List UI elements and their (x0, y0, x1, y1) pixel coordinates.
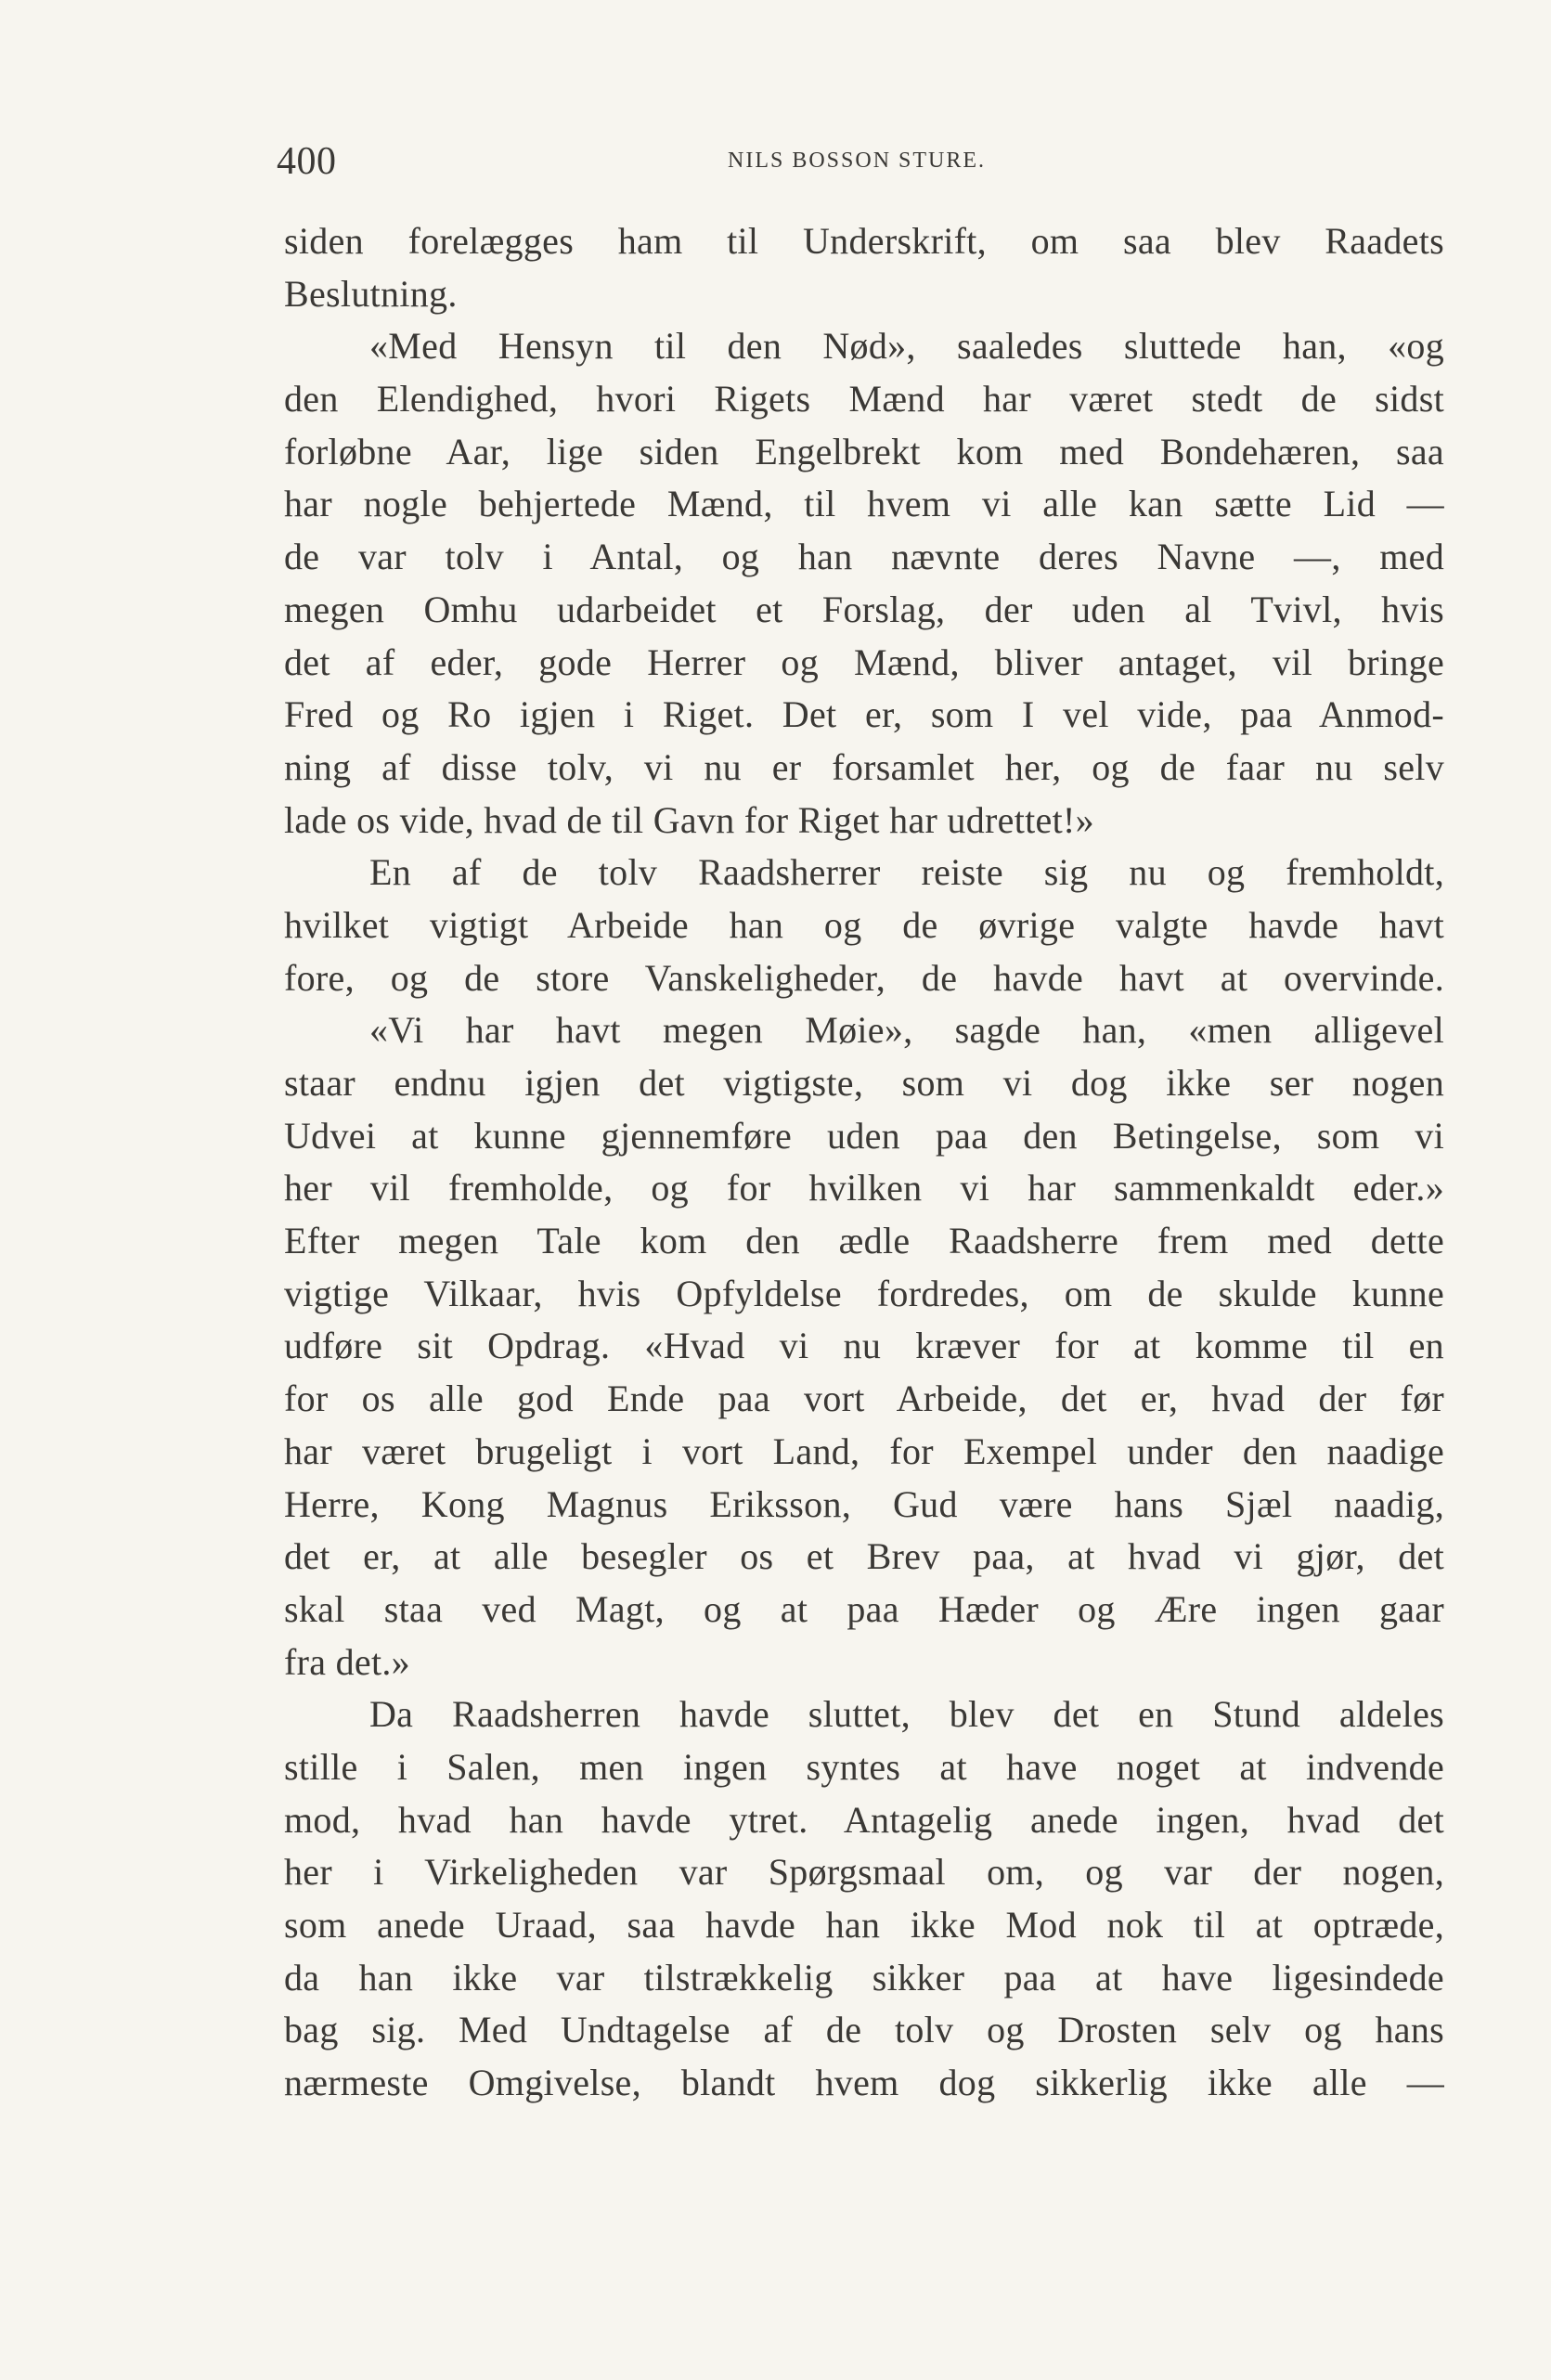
text-line: stille i Salen, men ingen syntes at have noget at indvende (284, 1745, 1444, 1788)
text-line: mod, hvad han havde ytret. Antagelig anede ingen, hvad det (284, 1798, 1444, 1841)
text-line: «Med Hensyn til den Nød», saaledes sluttede han, «og (369, 325, 1444, 368)
text-line: En af de tolv Raadsherrer reiste sig nu og fremholdt, (369, 851, 1444, 894)
page-header (277, 139, 1446, 195)
text-line: fore, og de store Vanskeligheder, de havde havt at overvinde. (284, 956, 1444, 999)
text-line: den Elendighed, hvori Rigets Mænd har været stedt de sidst (284, 378, 1444, 420)
text-line: Herre, Kong Magnus Eriksson, Gud være hans Sjæl naadig, (284, 1482, 1444, 1525)
text-line: vigtige Vilkaar, hvis Opfyldelse fordredes, om de skulde kunne (284, 1272, 1444, 1314)
text-line: hvilket vigtigt Arbeide han og de øvrige valgte havde havt (284, 903, 1444, 946)
text-line: de var tolv i Antal, og han nævnte deres Navne —, med (284, 536, 1444, 578)
text-line: forløbne Aar, lige siden Engelbrekt kom med Bondehæren, saa (284, 430, 1444, 472)
body-text (284, 215, 1444, 2110)
text-line: for os alle god Ende paa vort Arbeide, det er, hvad der før (284, 1378, 1444, 1420)
text-line: har været brugeligt i vort Land, for Exempel under den naadige (284, 1429, 1444, 1472)
text-line: Da Raadsherren havde sluttet, blev det en Stund aldeles (369, 1693, 1444, 1736)
text-line: «Vi har havt megen Møie», sagde han, «men alligevel (369, 1009, 1444, 1052)
text-line: skal staa ved Magt, og at paa Hæder og Ære ingen gaar (284, 1587, 1444, 1630)
text-line: Fred og Ro igjen i Riget. Det er, som I vel vide, paa Anmod- (284, 693, 1444, 736)
text-line: som anede Uraad, saa havde han ikke Mod nok til at optræde, (284, 1904, 1444, 1946)
text-line: megen Omhu udarbeidet et Forslag, der uden al Tvivl, hvis (284, 588, 1444, 630)
text-line: lade os vide, hvad de til Gavn for Riget har udrettet!» (284, 798, 1094, 841)
text-line: det af eder, gode Herrer og Mænd, bliver antaget, vil bringe (284, 640, 1444, 683)
text-line: bag sig. Med Undtagelse af de tolv og Drosten selv og hans (284, 2009, 1444, 2051)
text-line: Efter megen Tale kom den ædle Raadsherre frem med dette (284, 1220, 1444, 1262)
text-line: fra det.» (284, 1640, 410, 1683)
text-line: siden forelægges ham til Underskrift, om saa blev Raadets (284, 220, 1444, 262)
text-line: udføre sit Opdrag. «Hvad vi nu kræver for at komme til en (284, 1325, 1444, 1367)
text-line: har nogle behjertede Mænd, til hvem vi alle kan sætte Lid — (284, 483, 1444, 525)
text-line: det er, at alle besegler os et Brev paa, at hvad vi gjør, det (284, 1535, 1444, 1578)
running-head: NILS BOSSON STURE. (728, 149, 987, 173)
text-line: her i Virkeligheden var Spørgsmaal om, og var der nogen, (284, 1851, 1444, 1894)
page-number: 400 (277, 140, 337, 183)
text-line: nærmeste Omgivelse, blandt hvem dog sikkerlig ikke alle — (284, 2062, 1444, 2104)
text-line: Udvei at kunne gjennemføre uden paa den Betingelse, som vi (284, 1114, 1444, 1157)
text-line: ning af disse tolv, vi nu er forsamlet her, og de faar nu selv (284, 745, 1444, 788)
text-line: Beslutning. (284, 272, 458, 315)
text-line: her vil fremholde, og for hvilken vi har sammenkaldt eder.» (284, 1167, 1444, 1209)
text-line: staar endnu igjen det vigtigste, som vi dog ikke ser nogen (284, 1062, 1444, 1104)
text-line: da han ikke var tilstrækkelig sikker paa at have ligesindede (284, 1956, 1444, 1998)
